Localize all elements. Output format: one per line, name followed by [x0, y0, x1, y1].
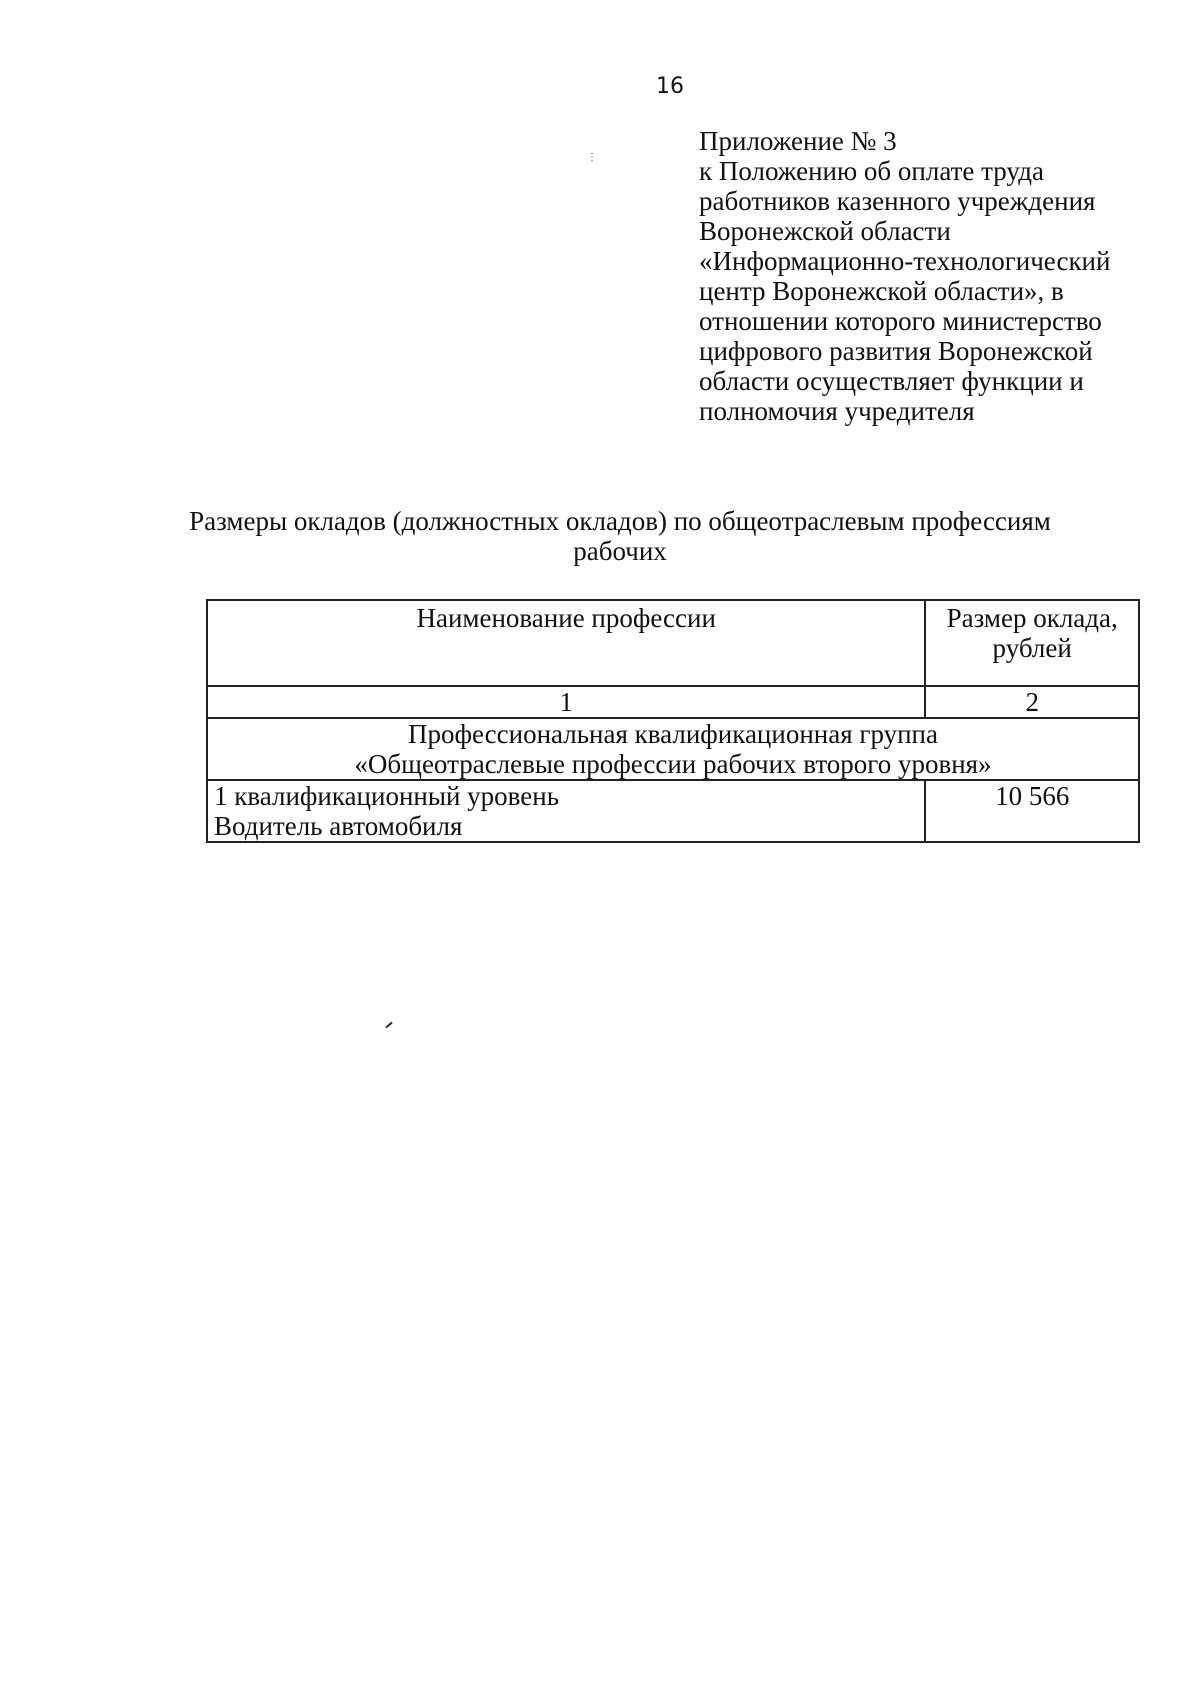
appendix-line: полномочия учредителя	[699, 396, 975, 426]
column-number-2: 2	[925, 686, 1139, 718]
appendix-line: к Положению об оплате труда	[699, 156, 1044, 186]
appendix-line: Воронежской области	[699, 216, 951, 246]
salary-table	[206, 599, 1140, 843]
page-number: 16	[656, 74, 684, 99]
qualification-level: 1 квалификационный уровень	[214, 781, 560, 811]
scan-mark	[385, 1022, 392, 1029]
column-number-row	[207, 686, 1139, 718]
group-line2: «Общеотраслевые профессии рабочих второго уровня»	[354, 749, 992, 779]
group-row	[207, 718, 1139, 780]
profession-name: Водитель автомобиля	[214, 811, 463, 841]
header-salary-size	[925, 600, 1139, 686]
salary-value: 10 566	[925, 780, 1139, 842]
appendix-line: области осуществляет функции и	[699, 366, 1084, 396]
appendix-line: работников казенного учреждения	[699, 186, 1096, 216]
header-salary-line1: Размер оклада,	[946, 603, 1118, 633]
document-title-line1: Размеры окладов (должностных окладов) по общеотраслевым профессиям	[189, 506, 1051, 536]
group-line1: Профессиональная квалификационная группа	[408, 719, 938, 749]
appendix-block	[699, 126, 1169, 426]
header-salary-line2: рублей	[992, 633, 1072, 663]
profession-cell	[207, 780, 925, 842]
appendix-line: отношении которого министерство	[699, 306, 1102, 336]
document-title	[180, 506, 1060, 566]
header-profession-name: Наименование профессии	[207, 600, 925, 686]
appendix-line: Приложение № 3	[699, 126, 897, 156]
appendix-line: цифрового развития Воронежской	[699, 336, 1093, 366]
table-row	[207, 780, 1139, 842]
scan-mark: ⋮	[587, 152, 597, 163]
appendix-line: центр Воронежской области», в	[699, 276, 1064, 306]
appendix-line: «Информационно-технологический	[699, 246, 1111, 276]
column-number-1: 1	[207, 686, 925, 718]
table-header-row	[207, 600, 1139, 686]
document-title-line2: рабочих	[573, 536, 667, 566]
group-cell	[207, 718, 1139, 780]
